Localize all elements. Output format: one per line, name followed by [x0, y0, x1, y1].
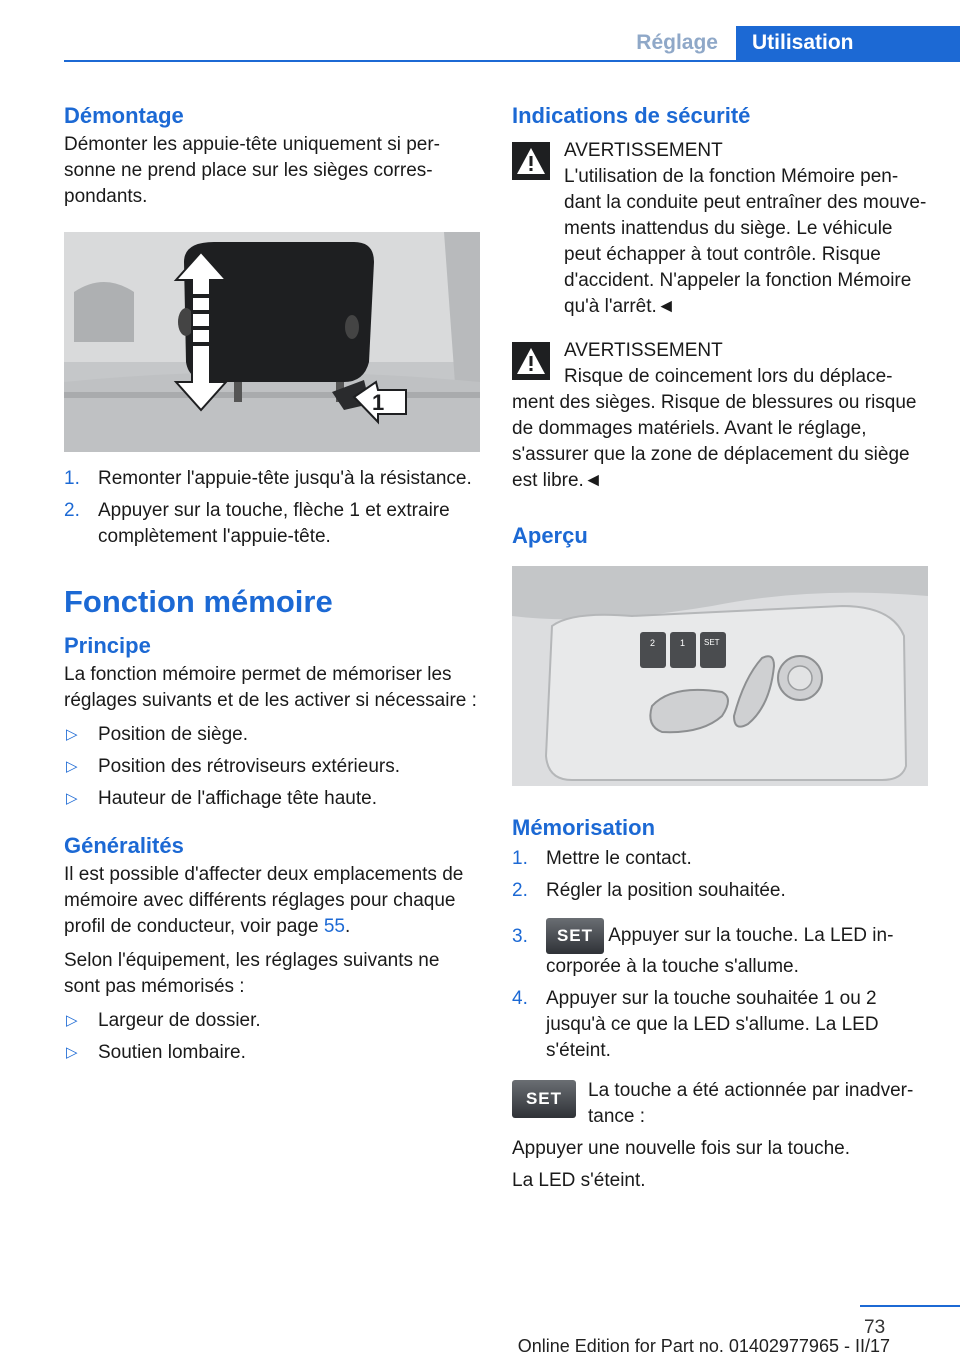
step-text: Appuyer sur la touche. La LED incorporée à la touche s'allume. [546, 925, 894, 977]
triangle-bullet-icon: ▷ [66, 726, 78, 743]
right-column [512, 100, 928, 1194]
list-item [512, 878, 928, 904]
step-number: 2. [512, 880, 528, 901]
tab-reglage[interactable]: Réglage [636, 31, 718, 54]
list-item-text: Position des rétroviseurs extérieurs. [98, 756, 401, 777]
led-eteint-text: La LED s'éteint. [512, 1170, 646, 1191]
warning-text: Risque de coincement lors du déplacement des sièges. Risque de blessures ou risque de dommages matériels. Avant le réglage, s'assurer que la zone de déplacement du siège est libre.◄ [512, 366, 917, 491]
demontage-heading: Démontage [64, 103, 184, 128]
equipement-list [64, 1008, 480, 1066]
edition-footer: Online Edition for Part no. 01402977965 - II/17 [517, 1336, 890, 1356]
page-number: 73 [864, 1317, 886, 1338]
memory-button-1-label: 1 [680, 638, 686, 648]
securite-heading: Indications de sécurité [512, 103, 751, 128]
step-text: Remonter l'appuie-tête jusqu'à la résistance. [98, 468, 472, 489]
demontage-steps [64, 466, 480, 550]
step-number: 3. [512, 926, 528, 947]
apercu-heading: Aperçu [512, 523, 588, 548]
step-number: 1. [512, 848, 528, 869]
principe-text: La fonction mémoire permet de mémoriser les réglages suivants et de les activer si nécessaire : [64, 664, 477, 711]
step-number: 1. [64, 468, 80, 489]
list-item [64, 1008, 480, 1034]
list-item [512, 846, 928, 872]
list-item-text: Largeur de dossier. [98, 1010, 261, 1031]
warning-title: AVERTISSEMENT [564, 340, 723, 361]
fonction-memoire-heading: Fonction mémoire [64, 584, 333, 619]
warning-title: AVERTISSEMENT [564, 140, 723, 161]
seat-controls-figure [512, 566, 928, 786]
header-rule [64, 60, 960, 62]
headrest-illustration [64, 232, 480, 452]
list-item [512, 918, 928, 980]
triangle-bullet-icon: ▷ [66, 758, 78, 775]
nouvelle-fois-text: Appuyer une nouvelle fois sur la touche. [512, 1138, 850, 1159]
left-column [64, 100, 480, 1066]
list-item [64, 1040, 480, 1066]
generalites-text [64, 862, 480, 940]
warning-text: L'utilisation de la fonction Mémoire pendant la conduite peut entraîner des mouvements inattendus du siège. Le véhicule peut échapper à tout contrôle. Risque d'accident. N'appeler la fonction Mémoire qu'à l'arrêt.◄ [564, 166, 927, 317]
list-item [64, 722, 480, 748]
list-item [64, 786, 480, 812]
warning-triangle-icon [512, 142, 550, 180]
list-item-text: Position de siège. [98, 724, 248, 745]
demontage-text: Démonter les appuie-tête uniquement si personne ne prend place sur les sièges correspondants. [64, 134, 440, 207]
footer-rule [860, 1305, 960, 1307]
generalites-text-a: Il est possible d'affecter deux emplacements de mémoire avec différents réglages pour chaque profil de conducteur, voir page [64, 864, 464, 937]
principe-list [64, 722, 480, 812]
principe-heading: Principe [64, 633, 151, 658]
generalites-heading: Généralités [64, 833, 184, 858]
step-number: 2. [64, 500, 80, 521]
inadvertance-block [512, 1078, 928, 1130]
seat-controls-illustration [512, 566, 928, 786]
step-number: 4. [512, 988, 528, 1009]
inadvertance-text: La touche a été actionnée par inadvertance : [588, 1080, 914, 1127]
memory-button-2-label: 2 [650, 638, 656, 648]
list-item-text: Soutien lombaire. [98, 1042, 246, 1063]
step-text: Régler la position souhaitée. [546, 880, 786, 901]
set-button-icon: SET [512, 1080, 576, 1118]
page-link[interactable]: 55 [323, 916, 345, 937]
list-item [64, 498, 480, 550]
headrest-figure [64, 232, 480, 452]
warning-block [512, 338, 928, 494]
step-text: Appuyer sur la touche, flèche 1 et extraire complètement l'appuie-tête. [98, 500, 450, 547]
memorisation-steps [512, 846, 928, 1064]
tab-utilisation[interactable]: Utilisation [736, 26, 960, 62]
step-text: Appuyer sur la touche souhaitée 1 ou 2 jusqu'à ce que la LED s'allume. La LED s'éteint. [546, 988, 879, 1061]
list-item [64, 466, 480, 492]
triangle-bullet-icon: ▷ [66, 790, 78, 807]
generalites-text-b: . [344, 916, 351, 937]
set-button-icon: SET [546, 918, 604, 954]
equipement-text: Selon l'équipement, les réglages suivants ne sont pas mémorisés : [64, 950, 440, 997]
triangle-bullet-icon: ▷ [66, 1012, 78, 1029]
list-item [64, 754, 480, 780]
list-item [512, 986, 928, 1064]
figure-callout-1: 1 [372, 390, 385, 415]
warning-triangle-icon [512, 342, 550, 380]
warning-block [512, 138, 928, 320]
memory-button-set-label: SET [704, 638, 720, 647]
memorisation-heading: Mémorisation [512, 815, 656, 840]
step-text: Mettre le contact. [546, 848, 692, 869]
triangle-bullet-icon: ▷ [66, 1044, 78, 1061]
list-item-text: Hauteur de l'affichage tête haute. [98, 788, 377, 809]
